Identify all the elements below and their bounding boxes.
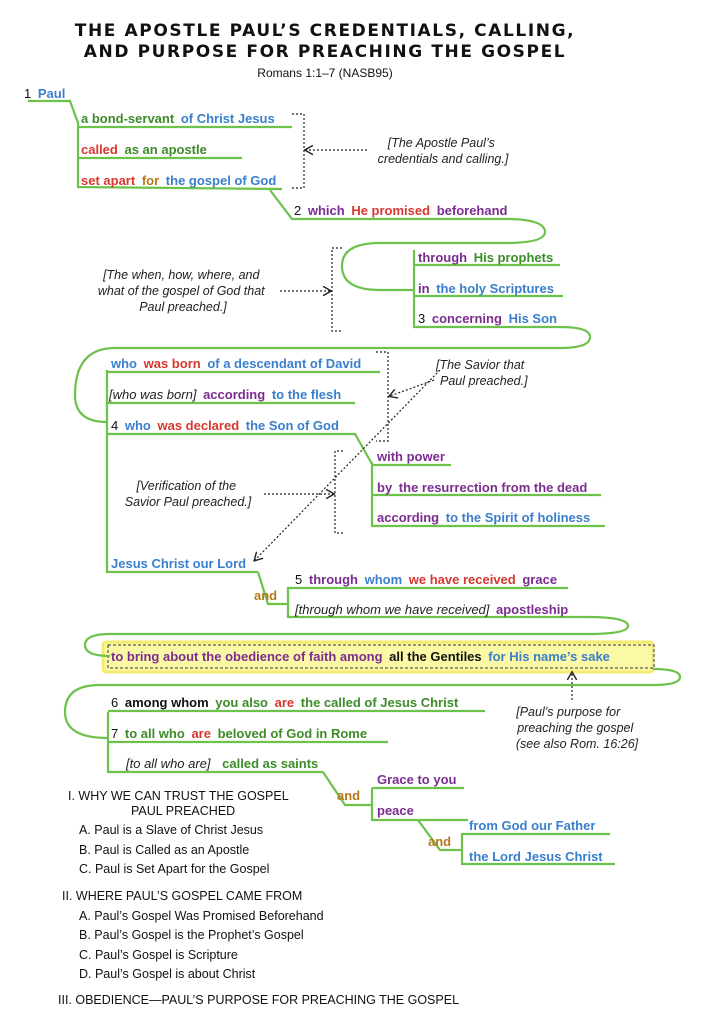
note-savior: [The Savior that Paul preached.]: [436, 358, 528, 388]
called-phrase: called as an apostle: [81, 142, 207, 157]
holy-scriptures-phrase: in the holy Scriptures: [418, 281, 554, 296]
verse-7-line: 7 to all who are beloved of God in Rome: [111, 726, 368, 741]
outline-item: C. Paul is Set Apart for the Gospel: [79, 862, 270, 876]
note-purpose: [Paul’s purpose for preaching the gospel (see also Rom. 16:26]: [515, 705, 639, 751]
set-apart-phrase: set apart for the gospel of God: [81, 173, 277, 188]
outline-section-3-title: III. OBEDIENCE—PAUL’S PURPOSE FOR PREACHING THE GOSPEL: [58, 993, 460, 1007]
and-connector-2: and: [337, 788, 361, 803]
grace-to-you: Grace to you: [377, 772, 457, 787]
apostleship-phrase: [through whom we have received] apostleship: [295, 602, 569, 617]
spirit-holiness-phrase: according to the Spirit of holiness: [377, 510, 591, 525]
sermon-outline: [58, 789, 459, 1007]
title-line-2: AND PURPOSE FOR PREACHING THE GOSPEL: [83, 42, 567, 62]
verse-2-line: 2 which He promised beforehand: [294, 203, 508, 218]
note-verification: [Verification of the Savior Paul preached.]: [124, 479, 252, 509]
and-connector-1: and: [254, 588, 278, 603]
according-flesh-phrase: [who was born] according to the flesh: [109, 387, 342, 402]
note-credentials: [The Apostle Paul’s credentials and calling.]: [377, 136, 509, 166]
called-saints-phrase: [to all who are] called as saints: [126, 756, 319, 771]
lord-jesus-christ: the Lord Jesus Christ: [469, 849, 603, 864]
outline-item: B. Paul’s Gospel is the Prophet’s Gospel: [79, 928, 304, 942]
verse-5-line: 5 through whom we have received grace: [295, 572, 558, 587]
outline-item: B. Paul is Called as an Apostle: [79, 843, 250, 857]
from-god-father: from God our Father: [469, 818, 596, 833]
peace: peace: [377, 803, 414, 818]
outline-section-2-title: II. WHERE PAUL’S GOSPEL CAME FROM: [62, 889, 303, 903]
scripture-reference: Romans 1:1–7 (NASB95): [257, 66, 393, 80]
who-was-born-phrase: who was born of a descendant of David: [111, 356, 362, 371]
note-gospel: [The when, how, where, and what of the gospel of God that Paul preached.]: [97, 268, 265, 314]
and-connector-3: and: [428, 834, 452, 849]
outline-item: D. Paul’s Gospel is about Christ: [79, 967, 256, 981]
concerning-son-phrase: 3 concerning His Son: [418, 311, 557, 326]
bond-servant-phrase: a bond-servant of Christ Jesus: [81, 111, 275, 126]
verse-4-line: 4 who was declared the Son of God: [111, 418, 339, 433]
outline-item: C. Paul’s Gospel is Scripture: [79, 948, 238, 962]
through-prophets-phrase: through His prophets: [418, 250, 554, 265]
with-power-phrase: with power: [377, 449, 445, 464]
outline-item: A. Paul’s Gospel Was Promised Beforehand: [79, 909, 324, 923]
jesus-christ-lord: Jesus Christ our Lord: [111, 556, 247, 571]
verse-1-line: 1 Paul: [24, 86, 66, 101]
title-line-1: THE APOSTLE PAUL’S CREDENTIALS, CALLING,: [74, 21, 576, 41]
outline-item: A. Paul is a Slave of Christ Jesus: [79, 823, 264, 837]
verse-6-line: 6 among whom you also are the called of Jesus Christ: [111, 695, 459, 710]
outline-section-1-title: I. WHY WE CAN TRUST THE GOSPEL: [68, 789, 289, 803]
resurrection-phrase: by the resurrection from the dead: [377, 480, 588, 495]
outline-section-1-title-cont: PAUL PREACHED: [131, 804, 236, 818]
purpose-phrase: to bring about the obedience of faith among all the Gentiles for His name’s sake: [111, 649, 610, 664]
